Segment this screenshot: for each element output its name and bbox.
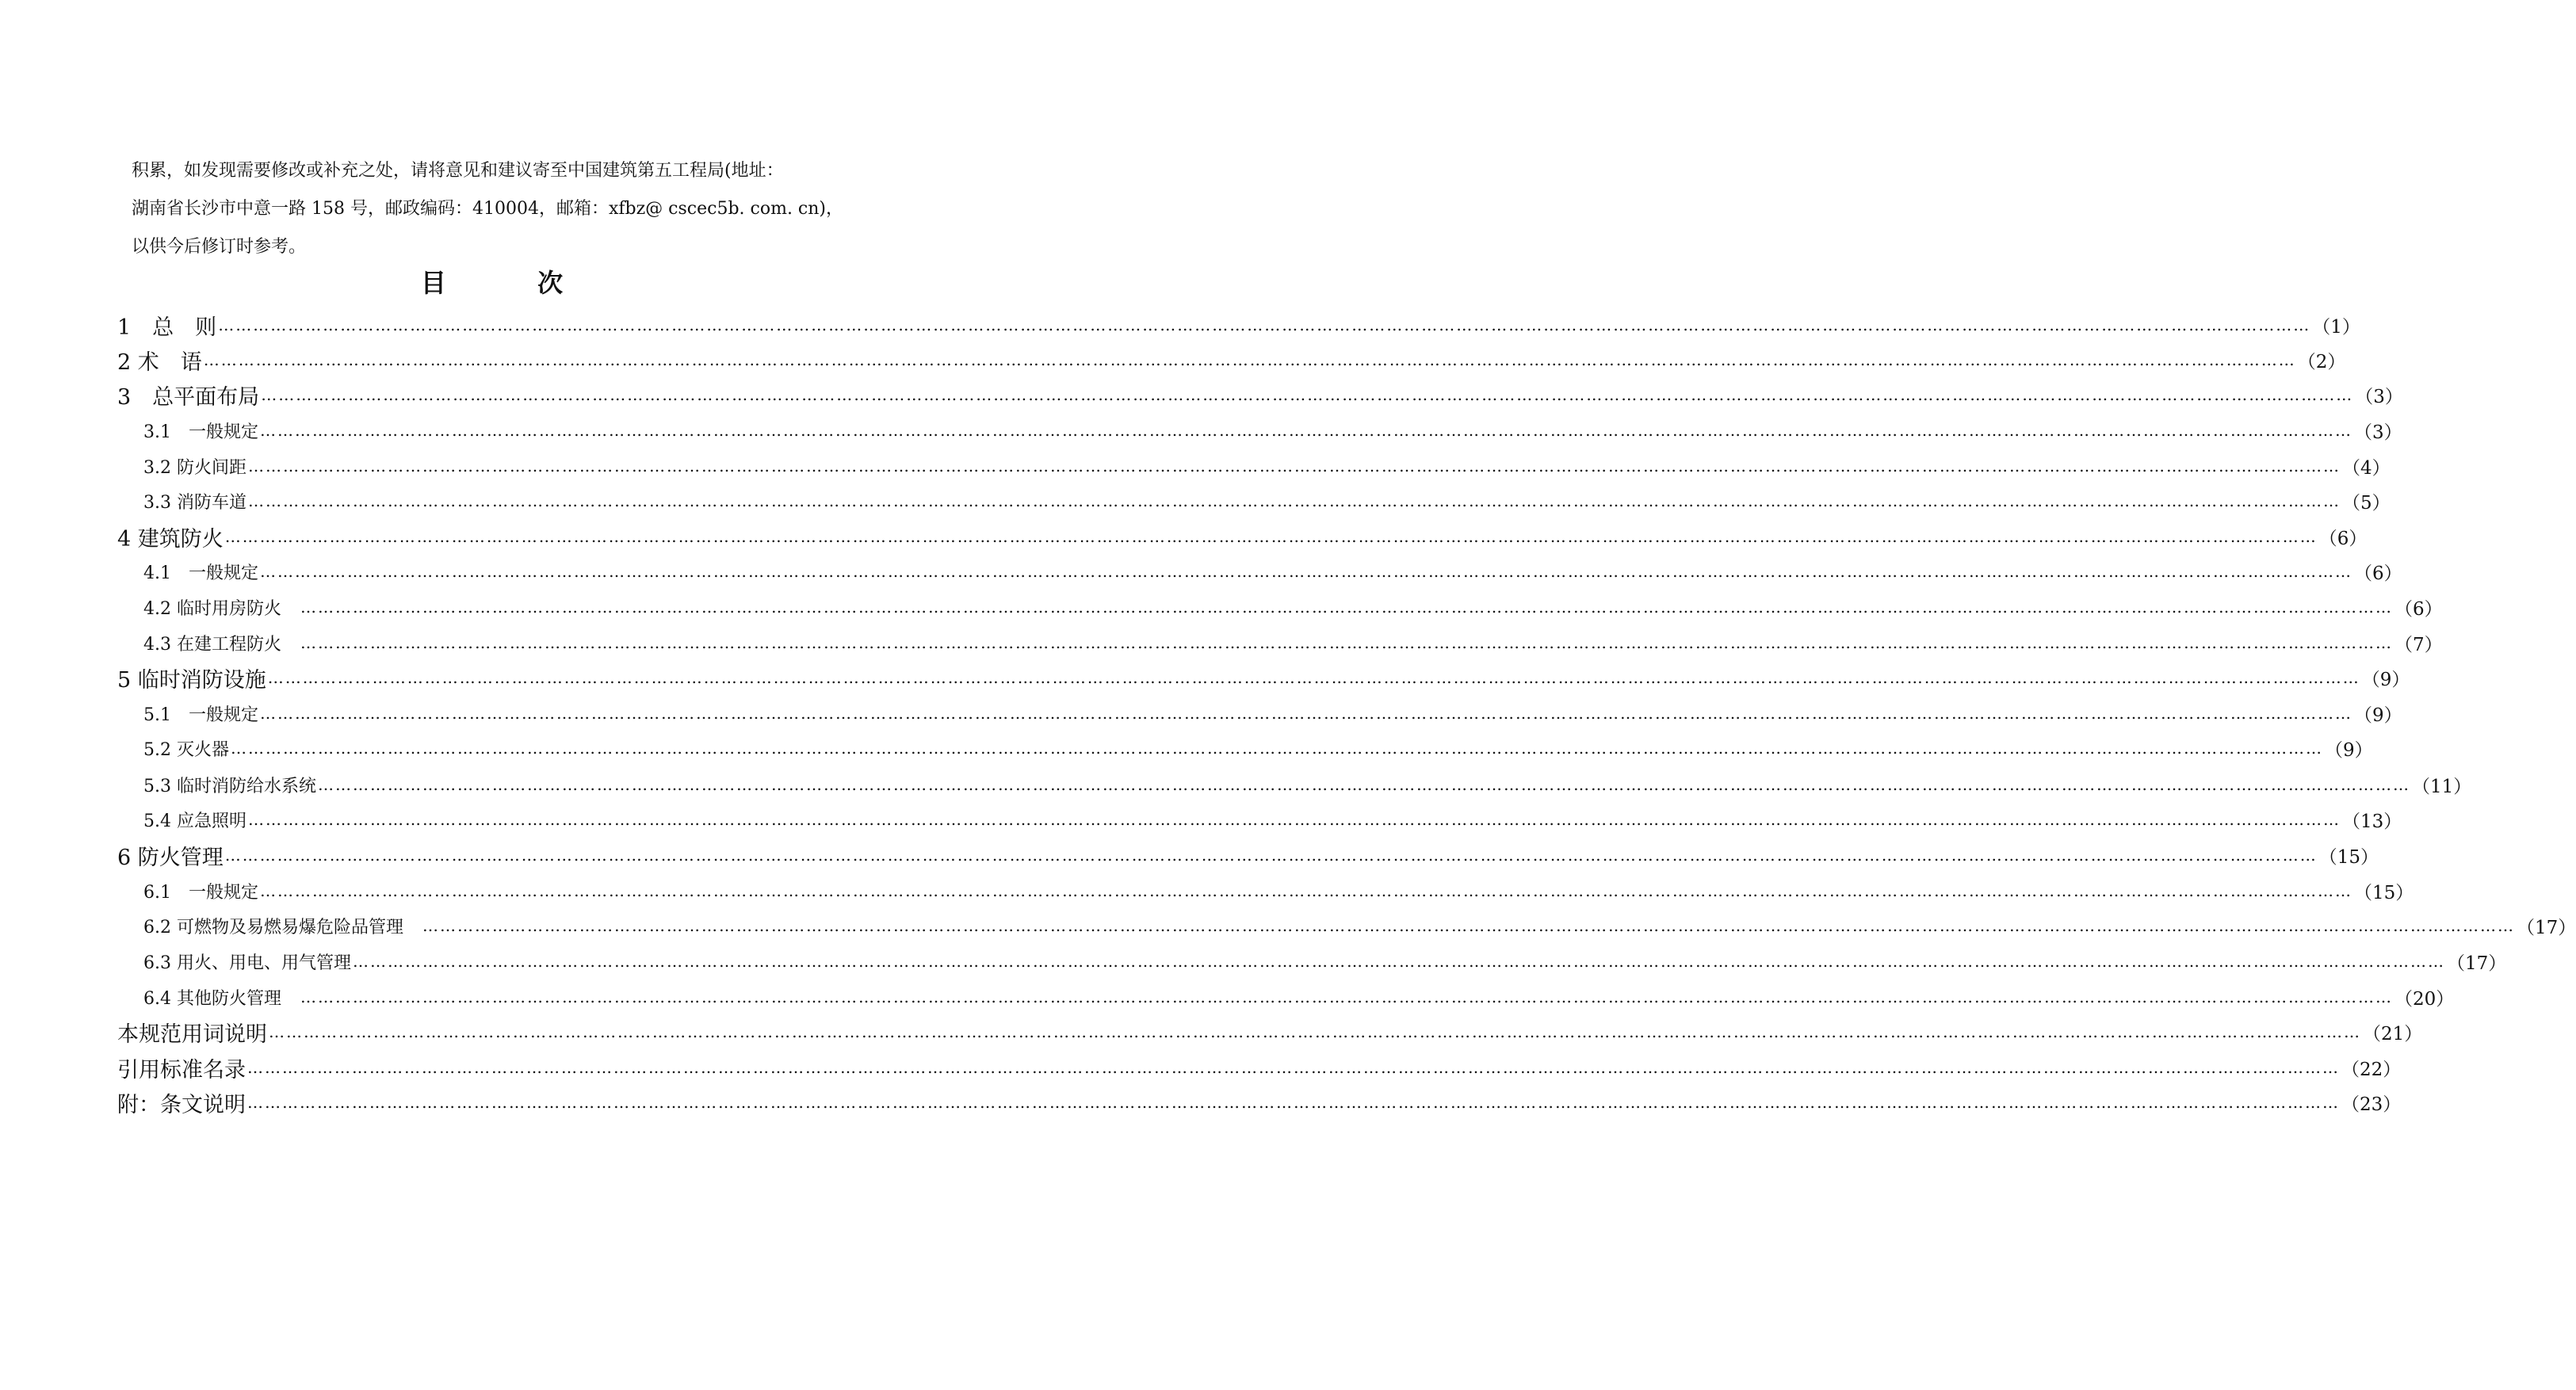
toc-entry-label: 6.1 一般规定 <box>143 882 258 903</box>
toc-leader-dots: ……………………………………………………………………………………………………………………………………………………………………………………………………………………………………………………………………………………………………………………………… <box>260 421 2352 440</box>
toc-entry <box>117 344 2346 376</box>
toc-entry <box>143 769 2472 800</box>
toc-leader-dots: ……………………………………………………………………………………………………………………………………………………………………………………………………………………………………………………………………………………………………………………………… <box>247 456 2341 475</box>
toc-entry-page: （5） <box>2341 492 2391 514</box>
toc-entry-label: 6.4 其他防火管理 <box>143 988 299 1009</box>
toc-entry-page: （20） <box>2394 988 2455 1010</box>
toc-entry-label: 6.3 用火、用电、用气管理 <box>143 953 351 973</box>
toc-leader-dots: ……………………………………………………………………………………………………………………………………………………………………………………………………………………………………………………………………………………………………………………………… <box>317 775 2410 794</box>
toc-leader-dots: ……………………………………………………………………………………………………………………………………………………………………………………………………………………………………………………………………………………………………………………………… <box>260 881 2352 900</box>
toc-entry-page: （1） <box>2312 316 2360 338</box>
toc-entry-page: （3） <box>2355 386 2403 407</box>
toc-entry <box>143 556 2402 587</box>
toc-entry-page: （6） <box>2318 528 2368 549</box>
toc-entry-page: （15） <box>2354 882 2414 903</box>
toc-leader-dots: ……………………………………………………………………………………………………………………………………………………………………………………………………………………………………………………………………………………………………………………………… <box>352 952 2445 971</box>
toc-leader-dots: ……………………………………………………………………………………………………………………………………………………………………………………………………………………………………………………………………………………………………………………………… <box>203 350 2296 369</box>
toc-leader-dots: ……………………………………………………………………………………………………………………………………………………………………………………………………………………………………………………………………………………………………………………………… <box>247 810 2341 829</box>
toc-leader-dots: ……………………………………………………………………………………………………………………………………………………………………………………………………………………………………………………………………………………………………………………………… <box>218 315 2311 334</box>
toc-entry-page: （15） <box>2318 846 2379 868</box>
toc-entry-page: （2） <box>2297 351 2346 372</box>
toc-leader-dots: ……………………………………………………………………………………………………………………………………………………………………………………………………………………………………………………………………………………………………………………………… <box>300 598 2393 617</box>
toc-entry-page: （13） <box>2341 811 2402 832</box>
toc-leader-dots: ……………………………………………………………………………………………………………………………………………………………………………………………………………………………………………………………………………………………………………………………… <box>224 527 2318 546</box>
toc-entry <box>143 485 2391 517</box>
toc-entry-page: （17） <box>2516 917 2576 938</box>
toc-entry-page: （17） <box>2446 953 2507 974</box>
toc-entry-page: （6） <box>2354 563 2402 584</box>
toc-entry-label: 3.3 消防车道 <box>143 492 247 513</box>
toc-entry-label: 5.2 灭火器 <box>143 739 229 760</box>
toc-entry-page: （4） <box>2341 457 2391 479</box>
toc-entry-label: 附：条文说明 <box>117 1092 246 1117</box>
toc-leader-dots: ……………………………………………………………………………………………………………………………………………………………………………………………………………………………………………………………………………………………………………………………… <box>247 1058 2340 1077</box>
toc-entry-label: 4.1 一般规定 <box>143 563 258 583</box>
toc-leader-dots: ……………………………………………………………………………………………………………………………………………………………………………………………………………………………………………………………………………………………………………………………… <box>260 562 2352 581</box>
toc-entry <box>117 1052 2402 1083</box>
toc-entry-label: 6.2 可燃物及易燃易爆危险品管理 <box>143 917 421 937</box>
toc-entry-page: （21） <box>2363 1023 2423 1044</box>
toc-entry-label: 3.2 防火间距 <box>143 457 247 478</box>
toc-entry-page: （11） <box>2411 776 2472 797</box>
toc-entry-page: （23） <box>2341 1094 2402 1115</box>
toc-entry-page: （9） <box>2361 669 2410 690</box>
toc-leader-dots: ……………………………………………………………………………………………………………………………………………………………………………………………………………………………………………………………………………………………………………………………… <box>247 1093 2340 1112</box>
toc-entry-page: （7） <box>2394 634 2443 655</box>
toc-entry <box>143 591 2443 623</box>
toc-title: 目 次 <box>420 268 605 298</box>
toc-leader-dots: ……………………………………………………………………………………………………………………………………………………………………………………………………………………………………………………………………………………………………………………………… <box>267 668 2360 687</box>
toc-entry <box>117 309 2360 341</box>
toc-entry <box>117 839 2379 871</box>
toc-entry <box>143 414 2402 446</box>
toc-leader-dots: ……………………………………………………………………………………………………………………………………………………………………………………………………………………………………………………………………………………………………………………………… <box>261 385 2354 404</box>
toc-entry <box>117 379 2403 411</box>
toc-entry <box>117 1016 2423 1048</box>
toc-entry <box>143 697 2402 729</box>
toc-entry <box>143 910 2576 941</box>
toc-entry <box>117 662 2410 693</box>
toc-entry <box>117 521 2368 552</box>
toc-entry-label: 4.2 临时用房防火 <box>143 598 299 619</box>
toc-entry <box>143 804 2402 835</box>
toc-entry-label: 3.1 一般规定 <box>143 422 258 442</box>
toc-entry-label: 4 建筑防火 <box>117 526 224 552</box>
toc-entry <box>143 945 2507 977</box>
toc-entry-label: 1 总 则 <box>117 315 217 340</box>
toc-entry-page: （9） <box>2354 705 2402 726</box>
toc-leader-dots: ……………………………………………………………………………………………………………………………………………………………………………………………………………………………………………………………………………………………………………………………… <box>422 916 2515 935</box>
toc-leader-dots: ……………………………………………………………………………………………………………………………………………………………………………………………………………………………………………………………………………………………………………………………… <box>300 987 2393 1006</box>
intro-paragraph <box>132 152 869 266</box>
intro-line: 积累，如发现需要修改或补充之处，请将意见和建议寄至中国建筑第五工程局(地址： <box>132 161 784 181</box>
toc-entry-label: 5 临时消防设施 <box>117 667 266 693</box>
intro-line: 以供今后修订时参考。 <box>132 237 307 257</box>
toc-entry <box>143 875 2414 907</box>
toc-entry-label: 引用标准名录 <box>117 1057 246 1083</box>
toc-entry <box>143 627 2443 659</box>
toc-entry-label: 3 总平面布局 <box>117 384 260 410</box>
toc-entry-label: 5.3 临时消防给水系统 <box>143 776 316 796</box>
toc-entry-page: （6） <box>2394 598 2443 620</box>
toc-entry-label: 本规范用词说明 <box>117 1021 267 1047</box>
toc-leader-dots: ……………………………………………………………………………………………………………………………………………………………………………………………………………………………………………………………………………………………………………………………… <box>269 1022 2361 1041</box>
intro-line: 湖南省长沙市中意一路 158 号，邮政编码：410004，邮箱：xfbz@ cscec5b. com. cn)， <box>132 199 844 219</box>
toc-leader-dots: ……………………………………………………………………………………………………………………………………………………………………………………………………………………………………………………………………………………………………………………………… <box>224 846 2318 865</box>
toc-entry-label: 4.3 在建工程防火 <box>143 634 299 655</box>
toc-entry-page: （9） <box>2324 739 2373 761</box>
toc-leader-dots: ……………………………………………………………………………………………………………………………………………………………………………………………………………………………………………………………………………………………………………………………… <box>230 739 2323 758</box>
toc-leader-dots: ……………………………………………………………………………………………………………………………………………………………………………………………………………………………………………………………………………………………………………………………… <box>260 704 2352 723</box>
toc-entry-label: 5.1 一般规定 <box>143 705 258 725</box>
toc-entry-label: 2 术 语 <box>117 349 202 375</box>
toc-entry <box>143 450 2391 482</box>
toc-leader-dots: ……………………………………………………………………………………………………………………………………………………………………………………………………………………………………………………………………………………………………………………………… <box>300 633 2393 652</box>
toc-entry-label: 6 防火管理 <box>117 845 224 870</box>
toc-leader-dots: ……………………………………………………………………………………………………………………………………………………………………………………………………………………………………………………………………………………………………………………………… <box>247 491 2341 510</box>
toc-entry <box>143 732 2373 764</box>
toc-entry <box>143 981 2455 1013</box>
toc-entry-label: 5.4 应急照明 <box>143 811 247 831</box>
toc-entry <box>117 1086 2402 1118</box>
toc-entry-page: （22） <box>2341 1059 2402 1080</box>
toc-entry-page: （3） <box>2354 422 2402 443</box>
